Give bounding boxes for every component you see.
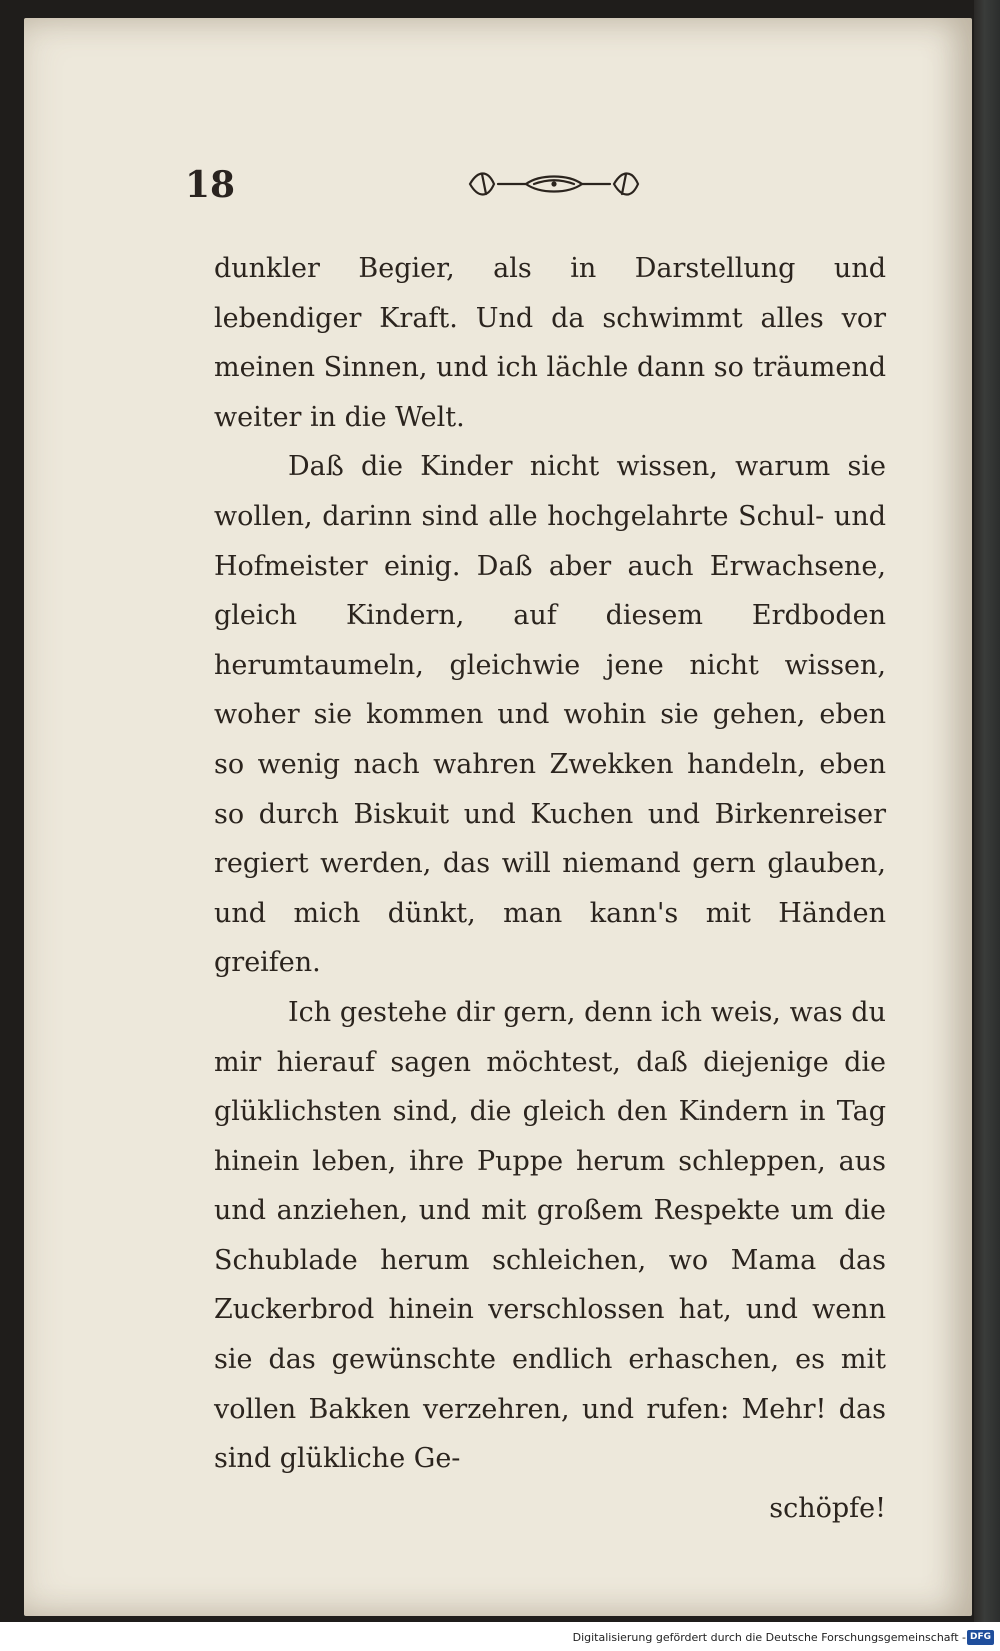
- paragraph-2: Daß die Kinder nicht wissen, warum sie wollen, darinn sind alle hochgelahrte Schul- und Hofmeister einig. Daß aber auch Erwachsene, gleich Kindern, auf diesem Erdboden herumtaumeln, gleichwie jene nicht wissen, woher sie kommen und wohin sie gehen, eben so wenig nach wahren Zwekken handeln, eben so durch Biskuit und Kuchen und Birkenreiser regiert werden, das will niemand gern glauben, und mich dünkt, man kann's mit Händen greifen.: [214, 451, 886, 979]
- last-line: schöpfe!: [769, 1492, 886, 1524]
- decorative-vignette-icon: [464, 160, 644, 208]
- funding-notice: Digitalisierung gefördert durch die Deutsche Forschungsgemeinschaft -: [572, 1631, 966, 1644]
- page-number: 18: [185, 164, 236, 206]
- footer-bar: [0, 1622, 1000, 1651]
- paragraph-3: Ich gestehe dir gern, denn ich weis, was du mir hierauf sagen möchtest, daß diejenige die glüklichsten sind, die gleich den Kindern in Tag hinein leben, ihre Puppe herum schleppen, aus und anziehen, und mit großem Respekte um die Schublade herum schleichen, wo Mama das Zuckerbrod hinein verschlossen hat, und wenn sie das gewünschte endlich erhaschen, es mit vollen Bakken verzehren, und rufen: Mehr! das sind glükliche Ge-: [214, 996, 886, 1475]
- body-text: [214, 244, 886, 1533]
- dfg-logo: DFG: [967, 1630, 994, 1645]
- paragraph-1: dunkler Begier, als in Darstellung und lebendiger Kraft. Und da schwimmt alles vor meinen Sinnen, und ich lächle dann so träumend weiter in die Welt.: [214, 253, 886, 433]
- book-spine: [974, 0, 1000, 1622]
- book-page: [24, 18, 972, 1616]
